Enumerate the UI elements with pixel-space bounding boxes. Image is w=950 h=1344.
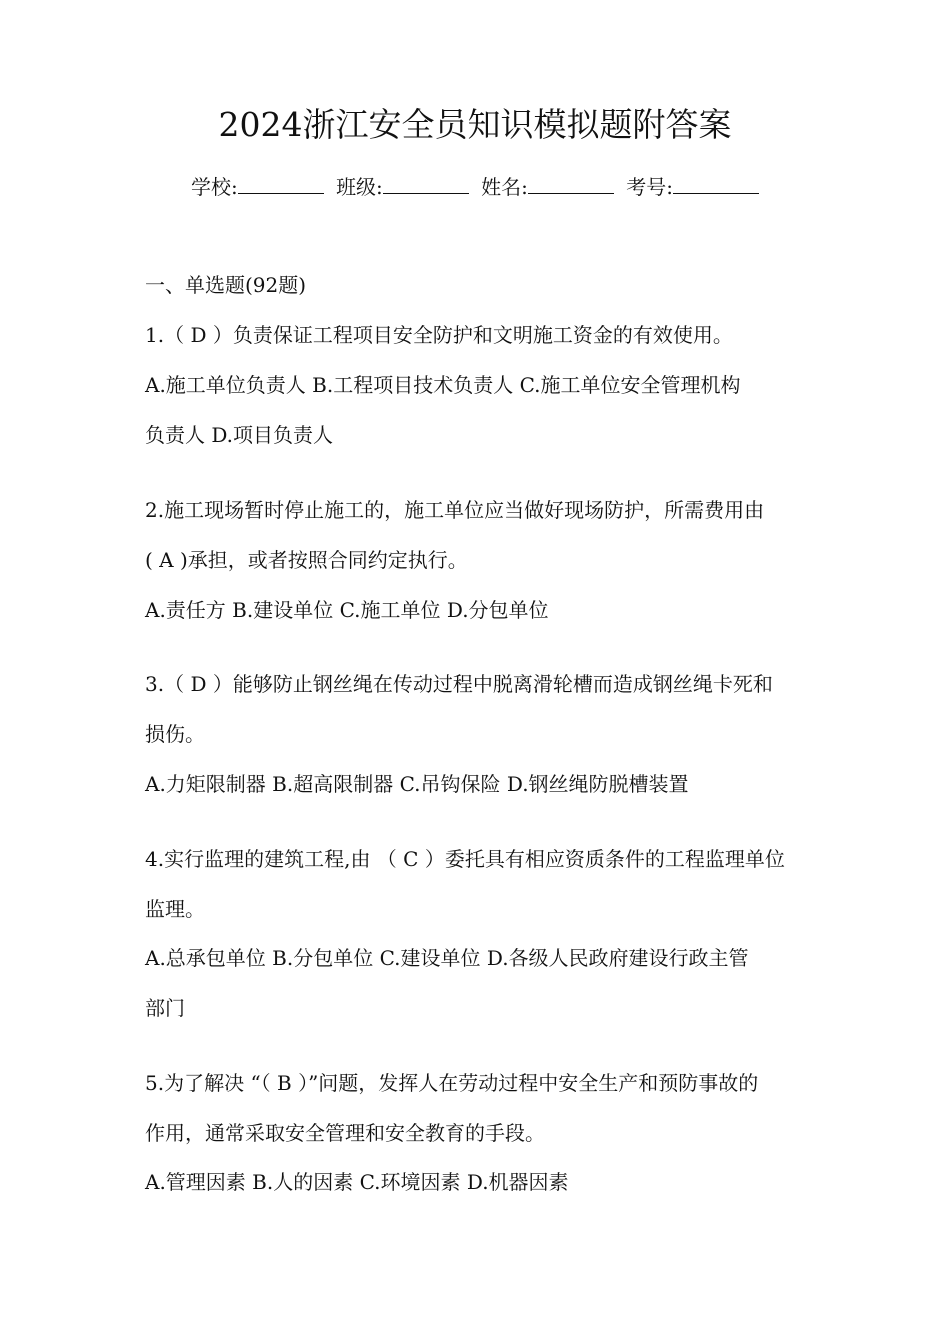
question-4-options-line-1: A.总承包单位 B.分包单位 C.建设单位 D.各级人民政府建设行政主管 <box>145 946 749 970</box>
question-2-options-line-1: A.责任方 B.建设单位 C.施工单位 D.分包单位 <box>145 598 549 622</box>
school-field <box>191 172 324 202</box>
question-3-options-line-1: A.力矩限制器 B.超高限制器 C.吊钩保险 D.钢丝绳防脱槽装置 <box>145 772 689 796</box>
class-blank <box>383 173 469 194</box>
exam-no-label: 考号: <box>626 175 674 199</box>
question-2-stem-line-1: 2.施工现场暂时停止施工的，施工单位应当做好现场防护，所需费用由 <box>145 498 765 522</box>
exam-no-field <box>626 172 759 202</box>
class-label: 班级: <box>336 175 383 199</box>
question-1-options-line-2: 负责人 D.项目负责人 <box>145 423 334 447</box>
class-field <box>336 172 469 202</box>
name-field <box>481 172 614 202</box>
question-4-options-line-2: 部门 <box>145 996 185 1020</box>
name-blank <box>528 173 614 194</box>
exam-no-blank <box>673 173 759 194</box>
question-2-stem-line-2: ( A )承担，或者按照合同约定执行。 <box>145 548 468 572</box>
question-3-stem-line-2: 损伤。 <box>145 722 205 746</box>
question-5-options-line-1: A.管理因素 B.人的因素 C.环境因素 D.机器因素 <box>145 1170 569 1194</box>
question-4-stem-line-1: 4.实行监理的建筑工程,由 （ C ）委托具有相应资质条件的工程监理单位 <box>145 847 785 871</box>
question-4-stem-line-2: 监理。 <box>145 897 205 921</box>
document-title: 2024浙江安全员知识模拟题附答案 <box>218 105 732 144</box>
school-label: 学校: <box>190 175 238 199</box>
name-label: 姓名: <box>481 175 528 199</box>
question-5-stem-line-2: 作用，通常采取安全管理和安全教育的手段。 <box>145 1121 545 1145</box>
school-blank <box>238 173 324 194</box>
student-info-line <box>0 172 950 202</box>
question-3-stem-line-1: 3.（ D ）能够防止钢丝绳在传动过程中脱离滑轮槽而造成钢丝绳卡死和 <box>145 672 773 696</box>
question-5-stem-line-1: 5.为了解决 “（ B ）”问题，发挥人在劳动过程中安全生产和预防事故的 <box>145 1071 759 1095</box>
section-heading: 一、单选题(92题) <box>145 273 307 297</box>
question-1-stem-line-1: 1.（ D ）负责保证工程项目安全防护和文明施工资金的有效使用。 <box>145 323 733 347</box>
question-1-options-line-1: A.施工单位负责人 B.工程项目技术负责人 C.施工单位安全管理机构 <box>145 373 741 397</box>
